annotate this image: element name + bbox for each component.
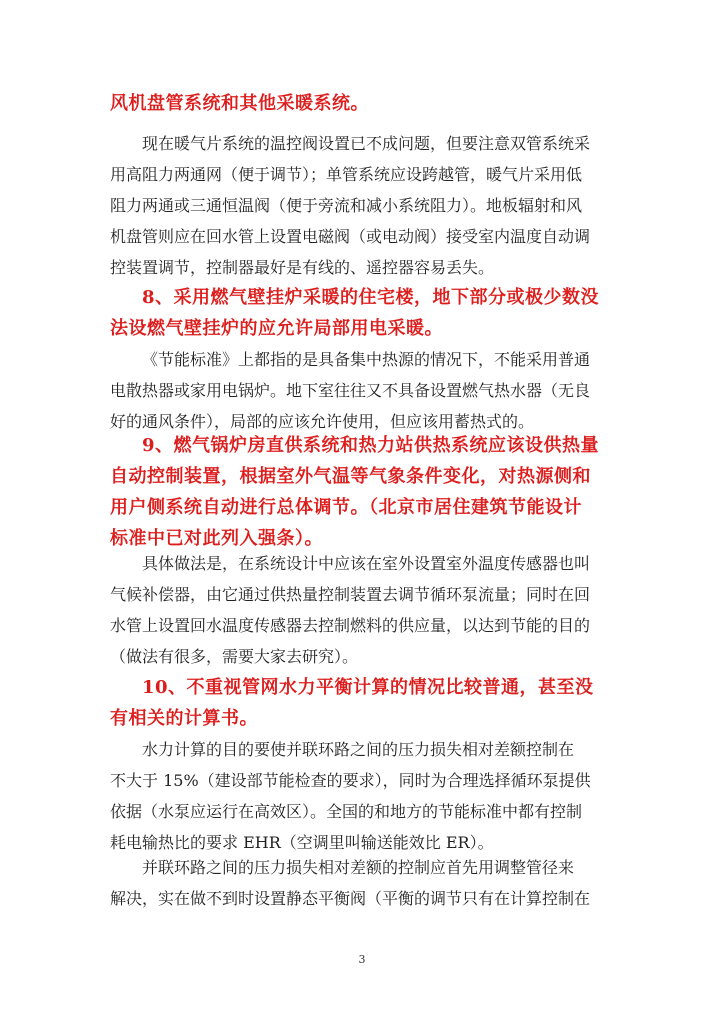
text-line: 依据（水泵应运行在高效区）。全国的和地方的节能标准中都有控制 [110, 802, 583, 821]
text-line: 风机盘管系统和其他采暖系统。 [110, 93, 369, 114]
text-line: 耗电输热比的要求 EHR（空调里叫输送能效比 ER）。 [110, 833, 494, 852]
text-line: 现在暖气片系统的温控阀设置已不成问题，但要注意双管系统采 [142, 134, 591, 153]
text-line: 用高阻力两通网（便于调节）；单管系统应设跨越管，暖气片采用低 [110, 165, 583, 184]
text-line: 8、采用燃气壁挂炉采暖的住宅楼，地下部分或极少数没 [142, 287, 600, 308]
text-line: 电散热器或家用电锅炉。地下室往往又不具备设置燃气热水器（无良 [110, 381, 591, 400]
text-line: 并联环路之间的压力损失相对差额的控制应首先用调整管径来 [142, 858, 575, 877]
heading-fan-coil [110, 88, 618, 119]
text-line: 自动控制装置，根据室外气温等气象条件变化，对热源侧和 [110, 466, 591, 487]
text-line: 法设燃气壁挂炉的应允许局部用电采暖。 [110, 318, 443, 339]
heading-item-10 [110, 672, 618, 734]
paragraph-method [110, 548, 618, 672]
text-line: 解决，实在做不到时设置静态平衡阀（平衡的调节只有在计算控制在 [110, 889, 591, 908]
text-line: 9、燃气锅炉房直供系统和热力站供热系统应该设供热量 [142, 435, 600, 456]
text-line: 10、不重视管网水力平衡计算的情况比较普通，甚至没 [142, 677, 594, 698]
text-line: （做法有很多，需要大家去研究）。 [110, 647, 359, 666]
text-line: 机盘管则应在回水管上设置电磁阀（或电动阀）接受室内温度自动调 [110, 227, 591, 246]
text-line: 水力计算的目的要使并联环路之间的压力损失相对差额控制在 [142, 740, 575, 759]
text-line: 好的通风条件），局部的应该允许使用，但应该用蓄热式的。 [110, 412, 535, 431]
paragraph-standard [110, 344, 618, 437]
page-number: 3 [358, 953, 366, 966]
text-line: 标准中已对此列入强条）。 [110, 528, 323, 549]
text-line: 控装置调节，控制器最好是有线的、遥控器容易丢失。 [110, 258, 495, 277]
text-line: 有相关的计算书。 [110, 708, 258, 729]
heading-item-8 [110, 282, 618, 344]
text-line: 具体做法是，在系统设计中应该在室外设置室外温度传感器也叫 [142, 554, 591, 573]
text-line: 用户侧系统自动进行总体调节。（北京市居住建筑节能设计 [110, 497, 582, 518]
paragraph-hydraulic [110, 734, 618, 858]
text-line: 阻力两通或三通恒温阀（便于旁流和减小系统阻力）。地板辐射和风 [110, 196, 583, 215]
paragraph-balance [110, 852, 618, 914]
text-line: 水管上设置回水温度传感器去控制燃料的供应量，以达到节能的目的 [110, 616, 591, 635]
text-line: 气候补偿器，由它通过供热量控制装置去调节循环泵流量；同时在回 [110, 585, 591, 604]
text-line: 不大于 15%（建设部节能检查的要求），同时为合理选择循环泵提供 [110, 771, 591, 790]
text-line: 《节能标准》上都指的是具备集中热源的情况下，不能采用普通 [142, 350, 591, 369]
heading-item-9 [110, 430, 618, 554]
paragraph-radiator-valves [110, 128, 618, 283]
